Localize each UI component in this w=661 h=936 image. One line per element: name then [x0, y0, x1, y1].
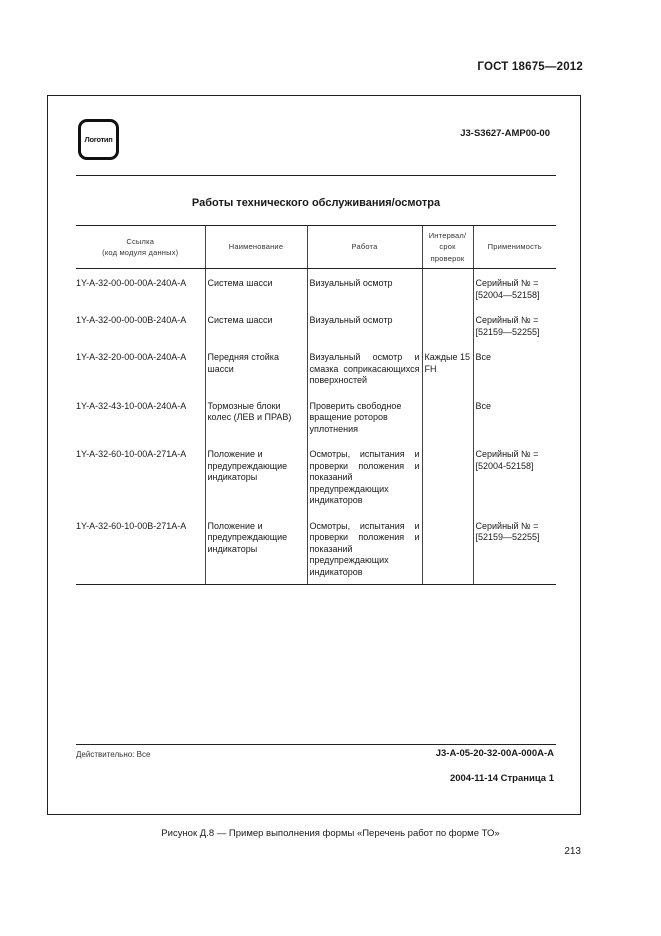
cell-interval [422, 449, 473, 521]
column-header-applicability: Применимость [473, 226, 556, 269]
cell-name: Положение и предупреждающие индикаторы [205, 449, 307, 521]
cell-applicability: Все [473, 401, 556, 450]
table-row [76, 352, 556, 401]
cell-applicability: Серийный № = [52004-52158] [473, 449, 556, 521]
logo-text: Логотип [84, 135, 113, 144]
page-number: 213 [564, 846, 581, 857]
cell-interval [422, 521, 473, 585]
form-title: Работы технического обслуживания/осмотра [191, 197, 441, 209]
document-id: J3-S3627-AMP00-00 [460, 128, 550, 139]
cell-work: Проверить свободное вращение роторов уплотнения [307, 401, 422, 450]
table-row [76, 269, 556, 316]
cell-reference: 1Y-A-32-00-00-00A-240A-A [76, 278, 187, 288]
cell-reference: 1Y-A-32-00-00-00B-240A-A [76, 315, 187, 325]
standard-header: ГОСТ 18675—2012 [477, 61, 583, 73]
cell-work: Визуальный осмотр [307, 315, 422, 352]
cell-reference: 1Y-A-32-60-10-00A-271A-A [76, 449, 187, 459]
date-page: 2004-11-14 Страница 1 [449, 773, 554, 784]
cell-interval: Каждые 15 FH [422, 352, 473, 401]
column-header-work: Работа [307, 226, 422, 269]
data-module-code: J3-A-05-20-32-00A-000A-A [435, 748, 554, 759]
cell-reference: 1Y-A-32-20-00-00A-240A-A [76, 352, 187, 362]
works-table [76, 225, 556, 585]
cell-work: Осмотры, испытания и проверки положения и показаний предупреждающих индикаторов [307, 449, 422, 521]
cell-name: Тормозные блоки колес (ЛЕВ и ПРАВ) [205, 401, 307, 450]
table-row [76, 449, 556, 521]
footer-divider [76, 744, 556, 745]
form-frame [47, 95, 581, 815]
table-row [76, 521, 556, 585]
cell-name: Система шасси [205, 269, 307, 316]
cell-name: Передняя стойка шасси [205, 352, 307, 401]
column-header-interval: Интервал/ срок проверок [422, 226, 473, 269]
cell-applicability: Серийный № = [52159—52255] [473, 315, 556, 352]
cell-interval [422, 401, 473, 450]
cell-reference: 1Y-A-32-60-10-00B-271A-A [76, 521, 205, 585]
cell-name: Система шасси [205, 315, 307, 352]
cell-applicability: Серийный № = [52004—52158] [473, 269, 556, 316]
cell-work: Визуальный осмотр [307, 269, 422, 316]
column-header-name: Наименование [205, 226, 307, 269]
figure-caption: Рисунок Д.8 — Пример выполнения формы «Перечень работ по форме ТО» [161, 828, 500, 839]
cell-reference: 1Y-A-32-43-10-00A-240A-A [76, 400, 187, 411]
cell-applicability: Серийный № = [52159—52255] [473, 521, 556, 585]
logo [78, 119, 119, 160]
cell-work: Осмотры, испытания и проверки положения и показаний предупреждающих индикаторов [307, 521, 422, 585]
cell-work: Визуальный осмотр и смазка соприкасающихся поверхностей [307, 352, 422, 401]
cell-name: Положение и предупреждающие индикаторы [205, 521, 307, 585]
validity-note: Действительно: Все [76, 750, 151, 759]
cell-interval [422, 315, 473, 352]
table-row [76, 315, 556, 352]
cell-interval [422, 269, 473, 316]
cell-applicability: Все [473, 352, 556, 401]
column-header-reference: Ссылка (код модуля данных) [76, 226, 205, 269]
table-row [76, 401, 556, 450]
header-divider [76, 175, 556, 176]
table-header-row [76, 226, 556, 269]
